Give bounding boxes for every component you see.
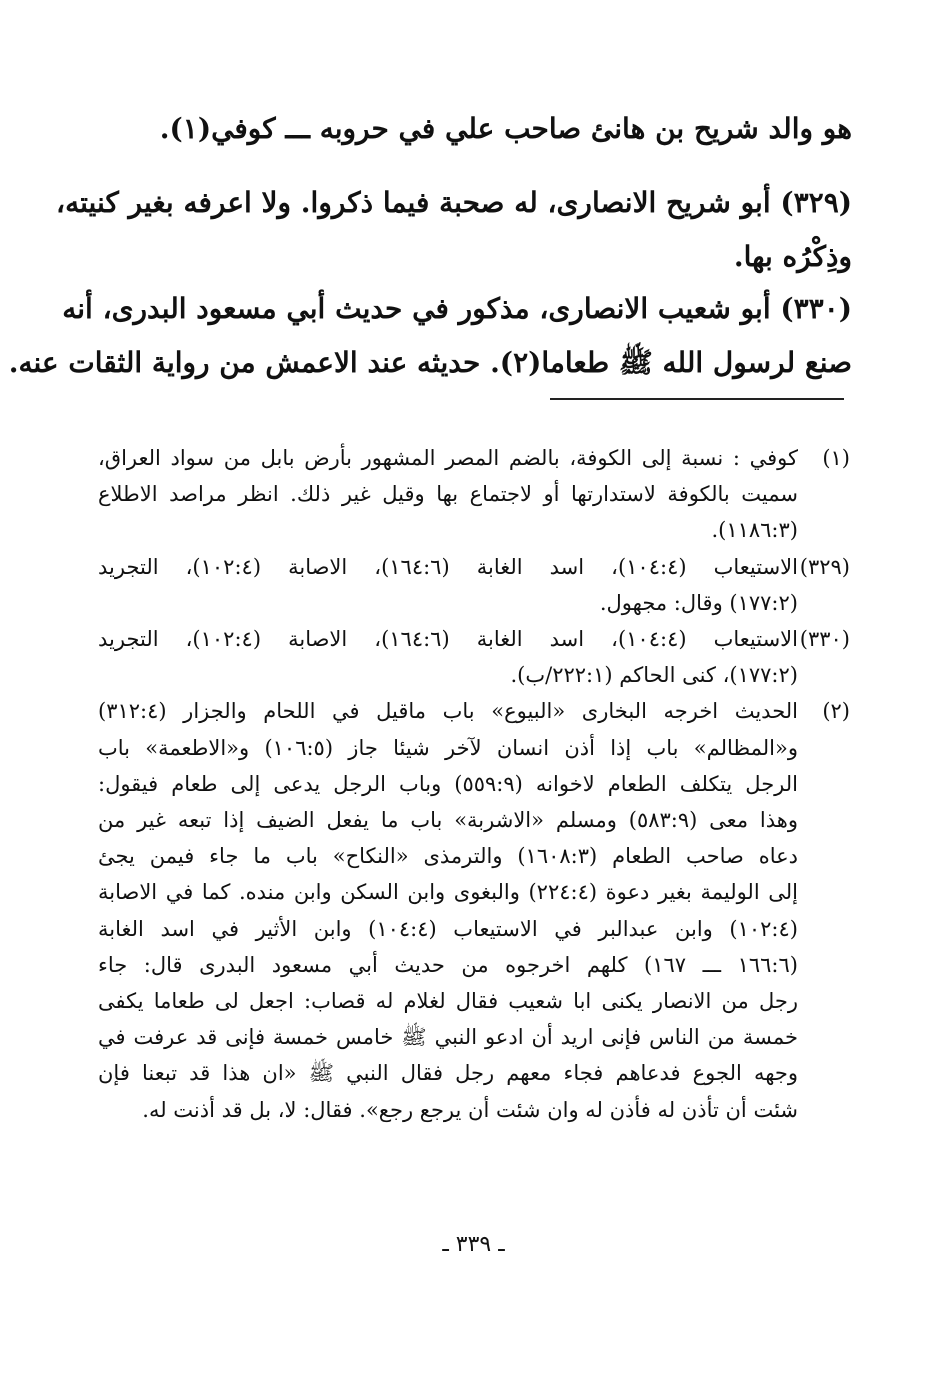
footnote-line: خمسة من الناس فإنى اريد أن ادعو النبي ﷺ خامس خمسة فإنى قد عرفت في [98,1025,798,1050]
main-line: (٣٢٩) أبو شريح الانصارى، له صحبة فيما ذكروا. ولا اعرفه بغير كنيته، [56,186,852,219]
main-paragraph-continuation [92,102,852,156]
footnote-line: رجل من الانصار يكنى ابا شعيب فقال لغلام له قصاب: اجعل لى طعاما يكفى [98,989,798,1014]
footnote-line: (١٧٧:٢)، كنى الحاكم (٢٢٢:١/ب). [510,663,798,688]
footnote-line: وجهه الجوع فدعاهم فجاء معهم رجل فقال النبي ﷺ «ان هذا قد تبعنا فإن [98,1061,798,1086]
main-line: وذِكْرُه بها. [733,240,852,273]
page-number: ـ ٣٣٩ ـ [442,1232,505,1257]
entry-330 [8,282,852,390]
footnote-line: الاستيعاب (١٠٤:٤)، اسد الغابة (١٦٤:٦)، الاصابة (١٠٢:٤)، التجريد [98,627,798,652]
footnote-2 [98,693,850,1127]
footnote-body [98,440,798,549]
footnote-number: (٣٣٠) [799,627,850,652]
footnote-body [98,693,798,1127]
footnote-line: كوفي : نسبة إلى الكوفة، بالضم المصر المشهور بأرض بابل من سواد العراق، [98,446,798,470]
main-line: هو والد شريح بن هانئ صاحب علي في حروبه ـــ كوفي(١). [159,112,852,145]
footnote-line: (١٠٢:٤) وابن عبدالبر في الاستيعاب (١٠٤:٤) وابن الأثير في اسد الغابة [98,916,798,941]
footnote-330 [98,621,850,693]
footnote-line: و«المظالم» باب إذا أذن انسان لآخر شيئا جاز (١٠٦:٥) و«الاطعمة» باب [98,735,798,760]
footnote-body [98,621,798,693]
footnote-1 [98,440,850,549]
footnote-divider [550,398,844,400]
footnote-line: شئت أن تأذن له فأذن له وان شئت أن يرجع رجع». فقال: لا، بل قد أذنت له. [142,1097,798,1122]
footnote-body [98,549,798,621]
footnote-number: (٣٢٩) [799,554,850,579]
main-line: صنع لرسول الله ﷺ طعاما(٢). حديثه عند الاعمش من رواية الثقات عنه. [8,346,852,379]
footnote-number: (١) [822,446,850,470]
footnote-line: إلى الوليمة بغير دعوة (٢٢٤:٤) والبغوى وابن السكن وابن منده. كما في الاصابة [98,880,798,905]
footnote-329 [98,549,850,621]
footnote-line: (١١٨٦:٣). [711,518,798,543]
main-line: (٣٣٠) أبو شعيب الانصارى، مذكور في حديث أبي مسعود البدرى، أنه [62,292,852,325]
footnotes [98,440,850,1128]
entry-329 [56,176,852,284]
footnote-line: الرجل يتكلف الطعام لاخوانه (٥٥٩:٩) وباب الرجل يدعى إلى طعام فيقول: [98,771,799,796]
footnote-line: الحديث اخرجه البخارى «البيوع» باب ماقيل في اللحام والجزار (٣١٢:٤) [98,699,798,724]
footnote-line: وهذا معى (٥٨٣:٩) ومسلم «الاشربة» باب ما يفعل الضيف إذا تبعه غير من [98,808,798,833]
footnote-line: (١٦٦:٦ ـــ ١٦٧) كلهم اخرجوه من حديث أبي مسعود البدرى قال: جاء [98,952,798,977]
footnote-line: دعاه صاحب الطعام (١٦٠٨:٣) والترمذى «النكاح» باب ما جاء فيمن يجئ [98,844,798,869]
footnote-number: (٢) [822,699,850,724]
footnote-line: الاستيعاب (١٠٤:٤)، اسد الغابة (١٦٤:٦)، الاصابة (١٠٢:٤)، التجريد [98,554,798,579]
footnote-line: سميت بالكوفة لاستدارتها أو لاجتماع بها وقيل غير ذلك. انظر مراصد الاطلاع [98,482,798,507]
footnote-line: (١٧٧:٢) وقال: مجهول. [599,590,798,615]
